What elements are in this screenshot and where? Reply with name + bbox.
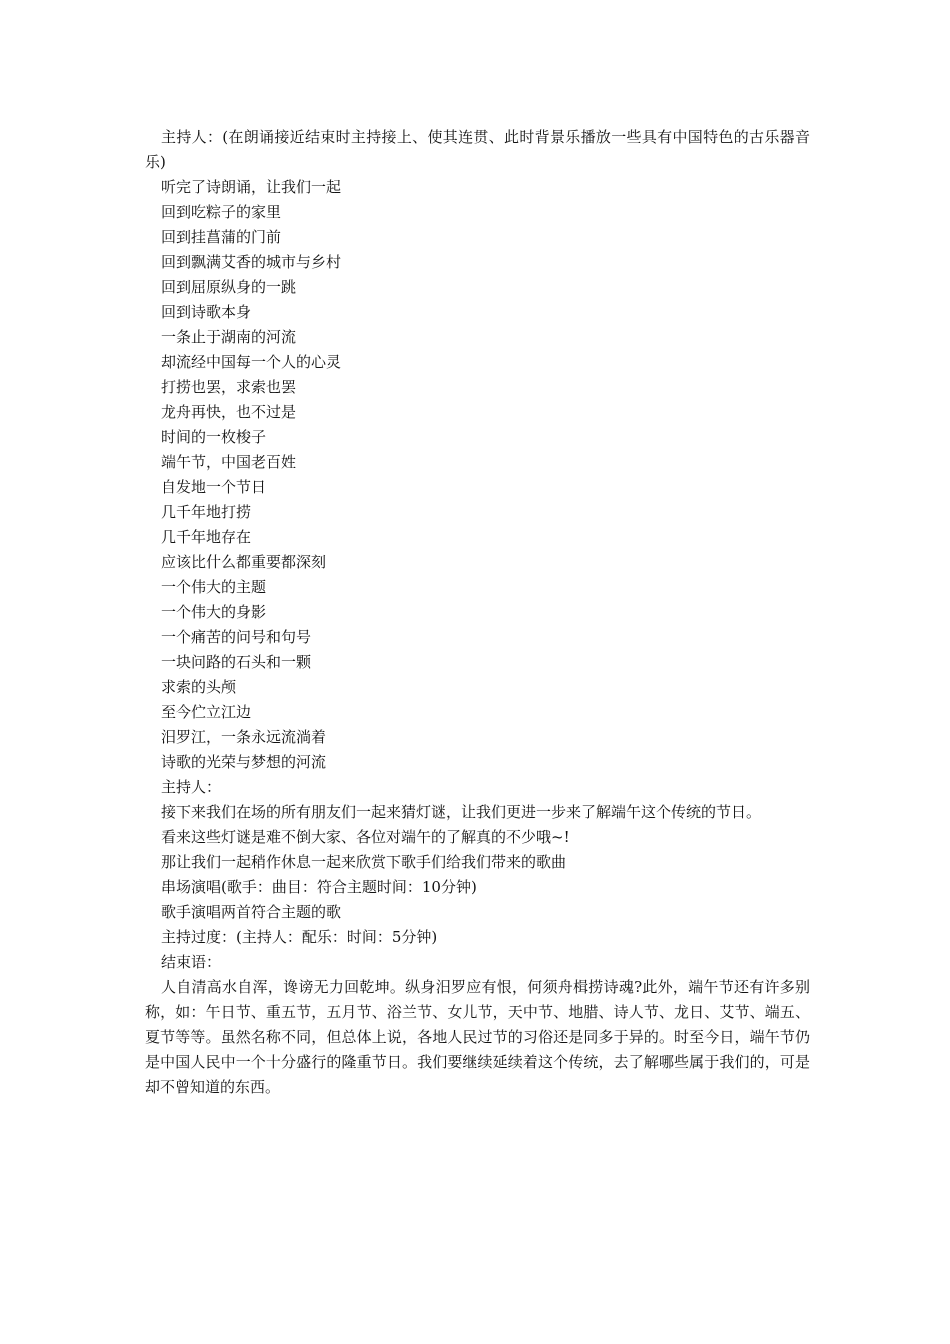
host-line: 歌手演唱两首符合主题的歌 (161, 903, 342, 921)
poem-line: 回到屈原纵身的一跳 (161, 278, 297, 296)
host-line: 主持过度：(主持人：配乐：时间：5分钟) (161, 928, 438, 946)
host-label: 主持人： (161, 778, 222, 796)
poem-line: 几千年地打捞 (161, 503, 252, 521)
poem-line: 听完了诗朗诵，让我们一起 (161, 178, 342, 196)
host-block (145, 800, 810, 975)
poem-line: 回到挂菖蒲的门前 (161, 228, 282, 246)
host-line: 接下来我们在场的所有朋友们一起来猜灯谜，让我们更进一步来了解端午这个传统的节日。 (161, 803, 762, 821)
poem-line: 打捞也罢，求索也罢 (161, 378, 297, 396)
poem-line: 龙舟再快，也不过是 (161, 403, 297, 421)
poem-line: 一个伟大的主题 (161, 578, 267, 596)
poem-line: 回到飘满艾香的城市与乡村 (161, 253, 342, 271)
intro-paragraph: 主持人：(在朗诵接近结束时主持接上、使其连贯、此时背景乐播放一些具有中国特色的古乐器音乐) (145, 128, 810, 171)
host-line: 结束语： (161, 953, 222, 971)
poem-line: 一条止于湖南的河流 (161, 328, 297, 346)
poem-line: 几千年地存在 (161, 528, 252, 546)
poem-line: 一个伟大的身影 (161, 603, 267, 621)
host-line: 看来这些灯谜是难不倒大家、各位对端午的了解真的不少哦~! (161, 828, 570, 846)
poem-block (145, 175, 810, 775)
poem-line: 端午节，中国老百姓 (161, 453, 297, 471)
closing-paragraph: 人自清高水自浑，谗谤无力回乾坤。纵身汨罗应有恨，何须舟楫捞诗魂?此外，端午节还有许多别称，如：午日节、重五节，五月节、浴兰节、女儿节，天中节、地腊、诗人节、龙日、艾节、端五、夏节等等。虽然名称不同，但总体上说，各地人民过节的习俗还是同多于异的。时至今日，端午节仍是中国人民中一个十分盛行的隆重节日。我们要继续延续着这个传统，去了解哪些属于我们的，可是却不曾知道的东西。 (145, 978, 810, 1096)
document-body (145, 125, 810, 1100)
poem-line: 汨罗江，一条永远流淌着 (161, 728, 327, 746)
poem-line: 应该比什么都重要都深刻 (161, 553, 327, 571)
poem-line: 回到诗歌本身 (161, 303, 252, 321)
poem-line: 却流经中国每一个人的心灵 (161, 353, 342, 371)
poem-line: 一个痛苦的问号和句号 (161, 628, 312, 646)
poem-line: 时间的一枚梭子 (161, 428, 267, 446)
host-line: 串场演唱(歌手：曲目：符合主题时间：10分钟) (161, 878, 477, 896)
poem-line: 求索的头颅 (161, 678, 237, 696)
poem-line: 自发地一个节日 (161, 478, 267, 496)
poem-line: 诗歌的光荣与梦想的河流 (161, 753, 327, 771)
poem-line: 回到吃粽子的家里 (161, 203, 282, 221)
poem-line: 一块问路的石头和一颗 (161, 653, 312, 671)
host-line: 那让我们一起稍作休息一起来欣赏下歌手们给我们带来的歌曲 (161, 853, 567, 871)
poem-line: 至今伫立江边 (161, 703, 252, 721)
